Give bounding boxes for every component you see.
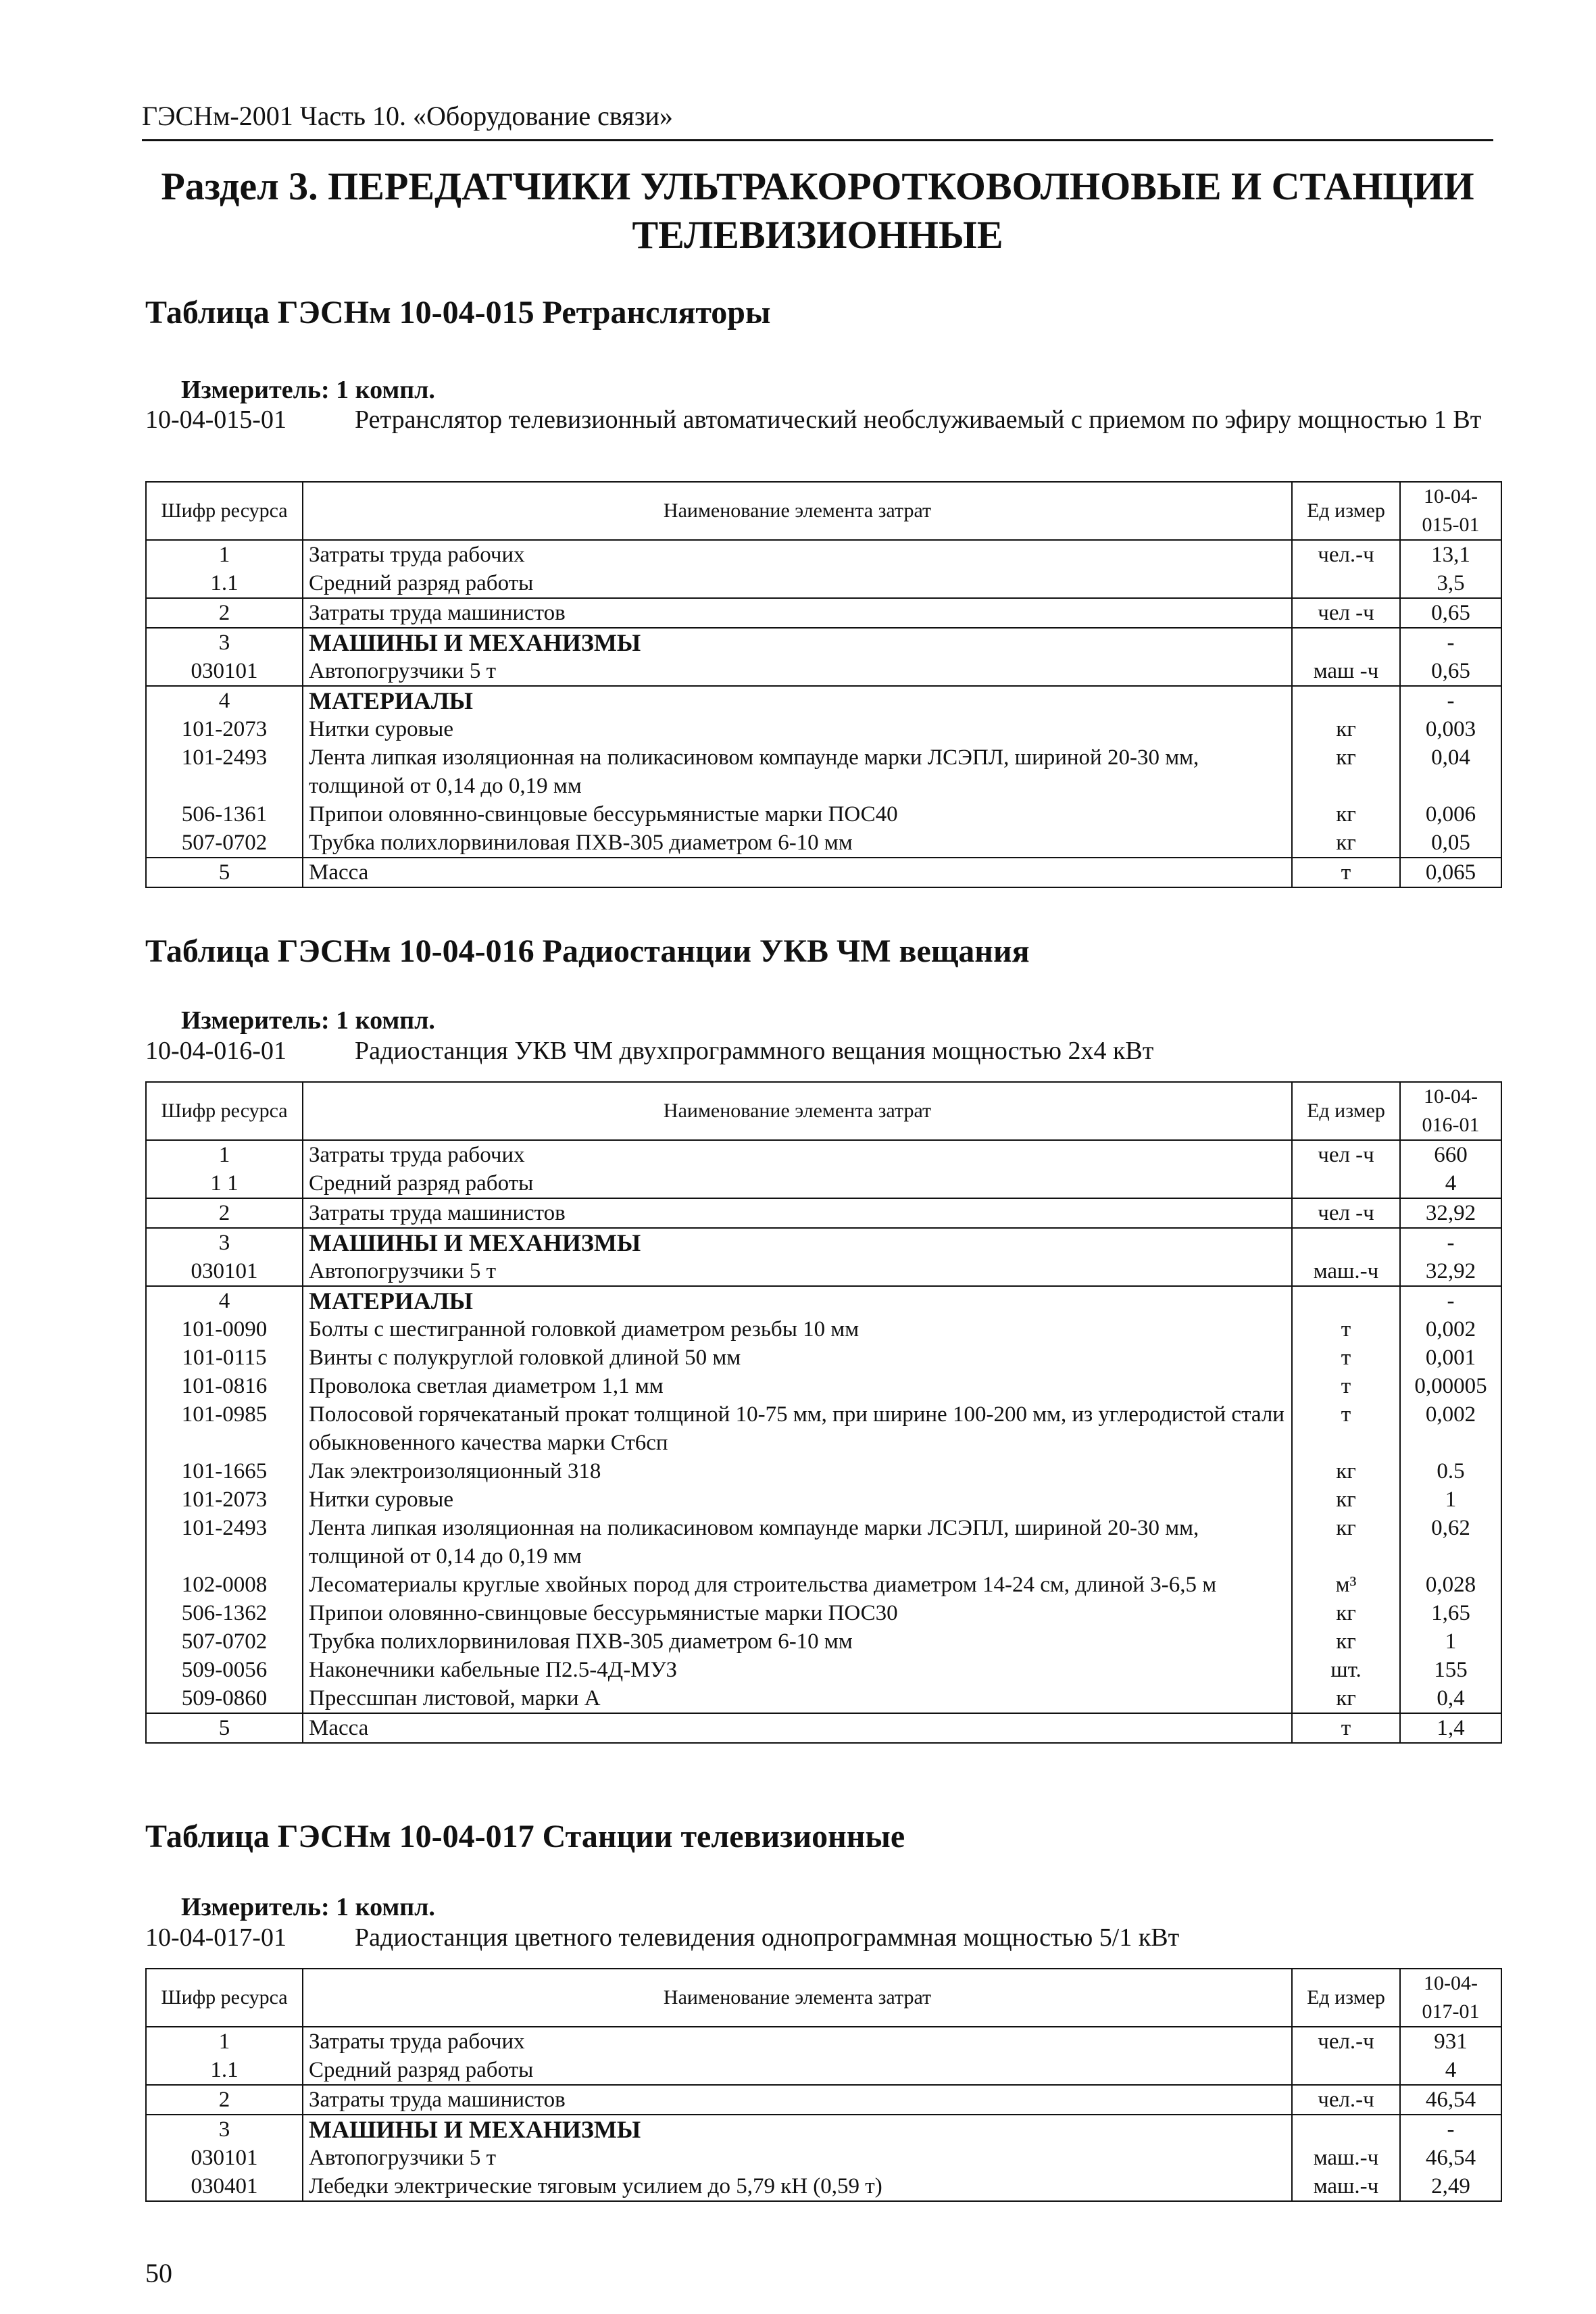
cell-unit: шт.: [1292, 1656, 1400, 1684]
table-heading-3: Таблица ГЭСНм 10-04-017 Станции телевизионные: [145, 1819, 905, 1854]
cell-name: Автопогрузчики 5 т: [303, 2144, 1292, 2172]
table-row: [146, 2056, 1501, 2085]
cell-unit: [1292, 2115, 1400, 2144]
cell-value: 32,92: [1400, 1257, 1501, 1286]
meter-2: Измеритель: 1 компл.: [181, 1006, 435, 1035]
cell-code: 3: [146, 628, 303, 657]
cell-unit: [1292, 569, 1400, 598]
table-row: [146, 2027, 1501, 2056]
cell-code: 030101: [146, 657, 303, 686]
cell-unit: чел.-ч: [1292, 540, 1400, 569]
cell-value: 0,001: [1400, 1344, 1501, 1372]
cell-value: -: [1400, 686, 1501, 715]
table-row: [146, 1140, 1501, 1169]
cell-value: 4: [1400, 2056, 1501, 2085]
column-header-unit: Ед измер: [1292, 1082, 1400, 1140]
cell-code: 1: [146, 2027, 303, 2056]
cell-code: 1.1: [146, 2056, 303, 2085]
cell-name: МАТЕРИАЛЫ: [303, 686, 1292, 715]
cell-code: 506-1362: [146, 1599, 303, 1627]
table-row: [146, 1656, 1501, 1684]
cell-name: Прессшпан листовой, марки А: [303, 1684, 1292, 1713]
cell-name: Трубка полихлорвиниловая ПХВ-305 диаметром 6-10 мм: [303, 1627, 1292, 1656]
cell-name: Лента липкая изоляционная на поликасиновом компаунде марки ЛСЭПЛ, шириной 20-30 мм, толщиной от 0,14 до 0,19 мм: [303, 1514, 1292, 1571]
cell-name: Автопогрузчики 5 т: [303, 1257, 1292, 1286]
column-header-value: 10-04-017-01: [1400, 1969, 1501, 2027]
cell-value: 0,04: [1400, 743, 1501, 800]
cell-value: 0,028: [1400, 1571, 1501, 1599]
cell-name: Лента липкая изоляционная на поликасиновом компаунде марки ЛСЭПЛ, шириной 20-30 мм, толщиной от 0,14 до 0,19 мм: [303, 743, 1292, 800]
cell-unit: кг: [1292, 1684, 1400, 1713]
cell-value: 0,003: [1400, 715, 1501, 743]
cell-unit: кг: [1292, 1457, 1400, 1485]
cell-unit: [1292, 1286, 1400, 1315]
cell-value: -: [1400, 628, 1501, 657]
cell-unit: кг: [1292, 743, 1400, 800]
table-row: [146, 829, 1501, 858]
table-header-row: [146, 1082, 1501, 1140]
cell-name: Полосовой горячекатаный прокат толщиной 10-75 мм, при ширине 100-200 мм, из углеродистой стали обыкновенного качества марки Ст6сп: [303, 1400, 1292, 1457]
table-row: [146, 715, 1501, 743]
table-row: [146, 657, 1501, 686]
cell-unit: кг: [1292, 715, 1400, 743]
cell-value: 155: [1400, 1656, 1501, 1684]
cell-value: 0,62: [1400, 1514, 1501, 1571]
resource-table-2: [145, 1081, 1502, 1744]
column-header-name: Наименование элемента затрат: [303, 1969, 1292, 2027]
cell-unit: т: [1292, 1372, 1400, 1400]
cell-code: 5: [146, 858, 303, 887]
cell-code: 101-2073: [146, 715, 303, 743]
table-row: [146, 1571, 1501, 1599]
cell-value: 13,1: [1400, 540, 1501, 569]
cell-unit: кг: [1292, 1627, 1400, 1656]
table-row: [146, 1514, 1501, 1571]
cell-name: МАШИНЫ И МЕХАНИЗМЫ: [303, 1228, 1292, 1257]
cell-name: Трубка полихлорвиниловая ПХВ-305 диаметром 6-10 мм: [303, 829, 1292, 858]
cell-value: 0,05: [1400, 829, 1501, 858]
cell-unit: [1292, 1169, 1400, 1198]
header-rule: [142, 139, 1493, 141]
table-heading-2: Таблица ГЭСНм 10-04-016 Радиостанции УКВ ЧМ вещания: [145, 933, 1030, 969]
table-row: [146, 1169, 1501, 1198]
cell-value: 0.5: [1400, 1457, 1501, 1485]
cell-value: 1: [1400, 1485, 1501, 1514]
table-row: [146, 1228, 1501, 1257]
cell-name: Болты с шестигранной головкой диаметром резьбы 10 мм: [303, 1315, 1292, 1344]
cell-value: 46,54: [1400, 2144, 1501, 2172]
cell-unit: маш -ч: [1292, 657, 1400, 686]
section-title: Раздел 3. ПЕРЕДАТЧИКИ УЛЬТРАКОРОТКОВОЛНОВЫЕ И СТАНЦИИ ТЕЛЕВИЗИОННЫЕ: [161, 164, 1474, 257]
cell-name: Лебедки электрические тяговым усилием до 5,79 кН (0,59 т): [303, 2172, 1292, 2201]
cell-value: 0,065: [1400, 858, 1501, 887]
table-row: [146, 1400, 1501, 1457]
cell-value: 660: [1400, 1140, 1501, 1169]
cell-code: 101-0090: [146, 1315, 303, 1344]
column-header-name: Наименование элемента затрат: [303, 1082, 1292, 1140]
cell-code: 030101: [146, 2144, 303, 2172]
cell-unit: кг: [1292, 1599, 1400, 1627]
cell-value: 0,002: [1400, 1400, 1501, 1457]
cell-name: Лак электроизоляционный 318: [303, 1457, 1292, 1485]
table-row: [146, 2172, 1501, 2201]
cell-name: МАТЕРИАЛЫ: [303, 1286, 1292, 1315]
cell-name: Затраты труда рабочих: [303, 540, 1292, 569]
cell-value: -: [1400, 1286, 1501, 1315]
cell-name: Автопогрузчики 5 т: [303, 657, 1292, 686]
cell-value: 46,54: [1400, 2085, 1501, 2115]
cell-unit: [1292, 2056, 1400, 2085]
cell-code: 101-1665: [146, 1457, 303, 1485]
table-row: [146, 2085, 1501, 2115]
item-description: Радиостанция УКВ ЧМ двухпрограммного вещания мощностью 2х4 кВт: [355, 1037, 1154, 1065]
cell-code: 101-2493: [146, 1514, 303, 1571]
cell-value: 2,49: [1400, 2172, 1501, 2201]
cell-unit: кг: [1292, 1485, 1400, 1514]
cell-unit: маш.-ч: [1292, 2172, 1400, 2201]
cell-code: 101-0985: [146, 1400, 303, 1457]
cell-unit: т: [1292, 1400, 1400, 1457]
cell-code: 2: [146, 2085, 303, 2115]
cell-name: Проволока светлая диаметром 1,1 мм: [303, 1372, 1292, 1400]
cell-code: 3: [146, 2115, 303, 2144]
cell-code: 1: [146, 540, 303, 569]
table-row: [146, 1713, 1501, 1743]
cell-name: Средний разряд работы: [303, 2056, 1292, 2085]
cell-unit: чел.-ч: [1292, 2027, 1400, 2056]
table-row: [146, 569, 1501, 598]
cell-value: 0,00005: [1400, 1372, 1501, 1400]
cell-unit: т: [1292, 858, 1400, 887]
table-row: [146, 1372, 1501, 1400]
cell-unit: м³: [1292, 1571, 1400, 1599]
cell-value: 0,65: [1400, 598, 1501, 628]
column-header-unit: Ед измер: [1292, 482, 1400, 540]
cell-code: 3: [146, 1228, 303, 1257]
cell-name: Средний разряд работы: [303, 1169, 1292, 1198]
cell-code: 101-2493: [146, 743, 303, 800]
table-row: [146, 1315, 1501, 1344]
cell-code: 030101: [146, 1257, 303, 1286]
cell-value: 0,4: [1400, 1684, 1501, 1713]
cell-name: Наконечники кабельные П2.5-4Д-МУЗ: [303, 1656, 1292, 1684]
cell-unit: [1292, 686, 1400, 715]
cell-name: МАШИНЫ И МЕХАНИЗМЫ: [303, 2115, 1292, 2144]
cell-unit: т: [1292, 1713, 1400, 1743]
cell-value: 1: [1400, 1627, 1501, 1656]
cell-code: 101-2073: [146, 1485, 303, 1514]
cell-unit: кг: [1292, 800, 1400, 829]
cell-name: Нитки суровые: [303, 715, 1292, 743]
cell-unit: [1292, 1228, 1400, 1257]
column-header-code: Шифр ресурса: [146, 1969, 303, 2027]
item-code: 10-04-017-01: [145, 1923, 286, 1952]
cell-unit: маш.-ч: [1292, 1257, 1400, 1286]
cell-code: 102-0008: [146, 1571, 303, 1599]
cell-name: Лесоматериалы круглые хвойных пород для строительства диаметром 14-24 см, длиной 3-6,5 м: [303, 1571, 1292, 1599]
item-description: Ретранслятор телевизионный автоматический необслуживаемый с приемом по эфиру мощностью 1 Вт: [355, 405, 1482, 434]
cell-value: 0,006: [1400, 800, 1501, 829]
cell-name: Затраты труда машинистов: [303, 2085, 1292, 2115]
item-code: 10-04-015-01: [145, 405, 286, 434]
cell-unit: [1292, 628, 1400, 657]
cell-code: 101-0115: [146, 1344, 303, 1372]
table-row: [146, 1599, 1501, 1627]
meter-1: Измеритель: 1 компл.: [181, 376, 435, 404]
cell-name: Припои оловянно-свинцовые бессурьмянистые марки ПОС30: [303, 1599, 1292, 1627]
cell-unit: т: [1292, 1315, 1400, 1344]
cell-name: Затраты труда машинистов: [303, 598, 1292, 628]
page-number: 50: [145, 2258, 172, 2288]
column-header-value: 10-04-016-01: [1400, 1082, 1501, 1140]
cell-value: 931: [1400, 2027, 1501, 2056]
cell-code: 5: [146, 1713, 303, 1743]
table-row: [146, 800, 1501, 829]
cell-unit: маш.-ч: [1292, 2144, 1400, 2172]
cell-value: 3,5: [1400, 569, 1501, 598]
cell-unit: чел.-ч: [1292, 2085, 1400, 2115]
table-row: [146, 1485, 1501, 1514]
table-row: [146, 1457, 1501, 1485]
running-header: ГЭСНм-2001 Часть 10. «Оборудование связи»: [142, 101, 673, 131]
cell-code: 4: [146, 686, 303, 715]
cell-name: Затраты труда рабочих: [303, 2027, 1292, 2056]
cell-value: 0,002: [1400, 1315, 1501, 1344]
table-row: [146, 540, 1501, 569]
cell-name: Масса: [303, 858, 1292, 887]
cell-unit: чел -ч: [1292, 598, 1400, 628]
cell-unit: кг: [1292, 829, 1400, 858]
table-row: [146, 2115, 1501, 2144]
table-row: [146, 858, 1501, 887]
resource-table-3: [145, 1968, 1502, 2202]
cell-name: Припои оловянно-свинцовые бессурьмянистые марки ПОС40: [303, 800, 1292, 829]
cell-code: 1 1: [146, 1169, 303, 1198]
table-row: [146, 598, 1501, 628]
cell-code: 507-0702: [146, 829, 303, 858]
cell-name: Винты с полукруглой головкой длиной 50 мм: [303, 1344, 1292, 1372]
cell-unit: т: [1292, 1344, 1400, 1372]
table-row: [146, 1198, 1501, 1228]
table-row: [146, 686, 1501, 715]
cell-name: Масса: [303, 1713, 1292, 1743]
cell-value: 32,92: [1400, 1198, 1501, 1228]
table-row: [146, 1627, 1501, 1656]
table-row: [146, 1257, 1501, 1286]
cell-code: 4: [146, 1286, 303, 1315]
cell-unit: чел -ч: [1292, 1198, 1400, 1228]
cell-code: 101-0816: [146, 1372, 303, 1400]
table-header-row: [146, 482, 1501, 540]
cell-value: -: [1400, 1228, 1501, 1257]
cell-name: МАШИНЫ И МЕХАНИЗМЫ: [303, 628, 1292, 657]
table-row: [146, 2144, 1501, 2172]
cell-name: Нитки суровые: [303, 1485, 1292, 1514]
column-header-code: Шифр ресурса: [146, 482, 303, 540]
table-header-row: [146, 1969, 1501, 2027]
cell-value: 0,65: [1400, 657, 1501, 686]
cell-value: -: [1400, 2115, 1501, 2144]
table-row: [146, 1286, 1501, 1315]
table-heading-1: Таблица ГЭСНм 10-04-015 Ретрансляторы: [145, 295, 771, 330]
column-header-unit: Ед измер: [1292, 1969, 1400, 2027]
table-row: [146, 1344, 1501, 1372]
cell-code: 507-0702: [146, 1627, 303, 1656]
cell-code: 1.1: [146, 569, 303, 598]
column-header-value: 10-04-015-01: [1400, 482, 1501, 540]
cell-code: 2: [146, 598, 303, 628]
item-description: Радиостанция цветного телевидения однопрограммная мощностью 5/1 кВт: [355, 1923, 1180, 1952]
table-row: [146, 628, 1501, 657]
meter-3: Измеритель: 1 компл.: [181, 1893, 435, 1921]
resource-table-1: [145, 481, 1502, 888]
table-row: [146, 1684, 1501, 1713]
cell-value: 1,4: [1400, 1713, 1501, 1743]
cell-value: 1,65: [1400, 1599, 1501, 1627]
cell-name: Затраты труда рабочих: [303, 1140, 1292, 1169]
cell-name: Затраты труда машинистов: [303, 1198, 1292, 1228]
cell-code: 2: [146, 1198, 303, 1228]
cell-value: 4: [1400, 1169, 1501, 1198]
cell-code: 509-0860: [146, 1684, 303, 1713]
column-header-code: Шифр ресурса: [146, 1082, 303, 1140]
table-row: [146, 743, 1501, 800]
cell-unit: чел -ч: [1292, 1140, 1400, 1169]
cell-code: 030401: [146, 2172, 303, 2201]
column-header-name: Наименование элемента затрат: [303, 482, 1292, 540]
item-code: 10-04-016-01: [145, 1037, 286, 1065]
cell-unit: кг: [1292, 1514, 1400, 1571]
cell-name: Средний разряд работы: [303, 569, 1292, 598]
cell-code: 1: [146, 1140, 303, 1169]
cell-code: 506-1361: [146, 800, 303, 829]
cell-code: 509-0056: [146, 1656, 303, 1684]
